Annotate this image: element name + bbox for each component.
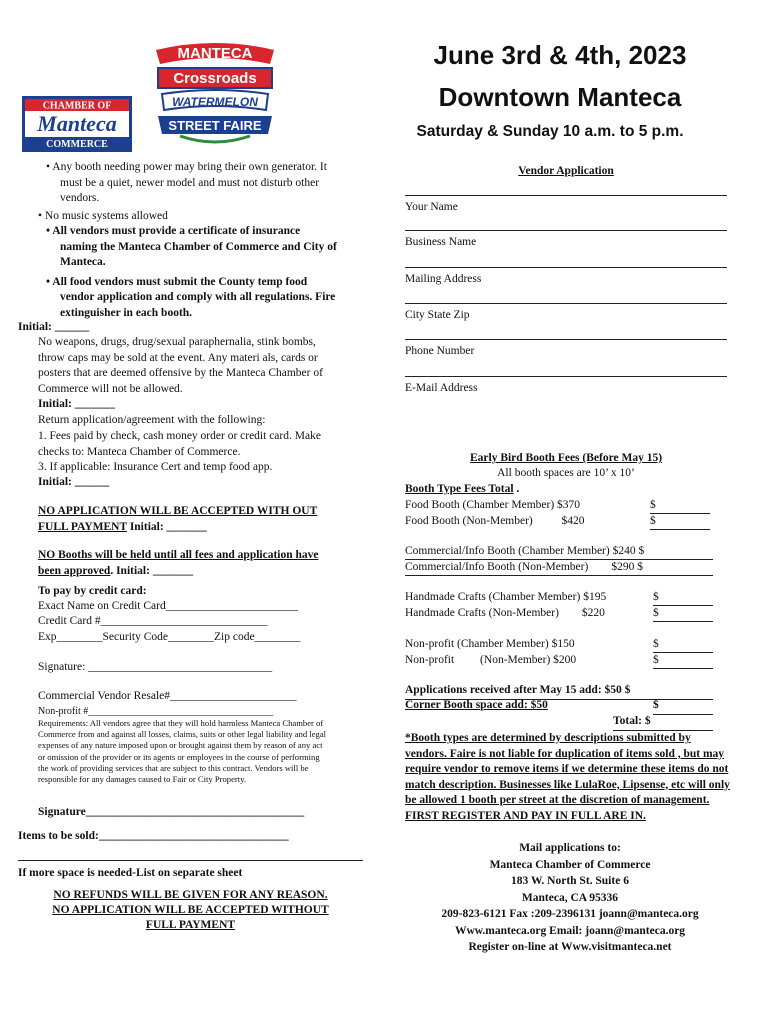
- event-hours: Saturday & Sunday 10 a.m. to 5 p.m.: [416, 123, 684, 140]
- chamber-logo-top: CHAMBER OF: [42, 100, 112, 112]
- watermelon-street-faire-logo: [150, 36, 280, 148]
- fee-group-commercial: [405, 544, 713, 576]
- corner-booth-label: Corner Booth space add: $50: [405, 699, 548, 711]
- fee-total: $: [650, 514, 710, 530]
- initial-line-1[interactable]: Initial: ______: [18, 321, 90, 333]
- applicant-fields: [405, 180, 730, 395]
- fee-total: $: [650, 498, 710, 514]
- no-application-initial[interactable]: Initial: _______: [126, 520, 207, 533]
- booth-hold-notice: [38, 548, 328, 579]
- fee-type: Commercial/Info Booth (Chamber Member) $240 $: [405, 545, 645, 557]
- fee-group-food: [405, 498, 710, 530]
- fee-group-crafts: [405, 590, 713, 622]
- fee-type: Handmade Crafts (Chamber Member) $195: [405, 591, 607, 603]
- nonprofit-number-field[interactable]: Non-profit #_____________________________________: [38, 706, 274, 717]
- fee-table-header-text: Booth Type Fees Total: [405, 483, 514, 495]
- card-name-field[interactable]: Exact Name on Credit Card_______________________: [38, 600, 298, 612]
- fee-table-header-tail: .: [513, 483, 520, 495]
- chamber-of-commerce-logo: [22, 96, 132, 152]
- faire-logo-watermelon: WATERMELON: [172, 95, 258, 109]
- no-application-line: NO APPLICATION WILL BE ACCEPTED WITHOUT: [52, 904, 329, 916]
- fee-type: Handmade Crafts (Non-Member) $220: [405, 607, 605, 619]
- fee-table-header: [405, 482, 519, 498]
- no-refunds-line: NO REFUNDS WILL BE GIVEN FOR ANY REASON.: [53, 889, 328, 901]
- resale-number-field[interactable]: Commercial Vendor Resale#______________________: [38, 690, 297, 702]
- chamber-logo-bottom: COMMERCE: [46, 139, 108, 150]
- org-city: Manteca, CA 95336: [521, 891, 619, 904]
- early-bird-heading: Early Bird Booth Fees (Before May 15): [469, 452, 663, 464]
- chamber-logo-script: Manteca: [37, 111, 117, 136]
- field-label: Business Name: [405, 236, 477, 248]
- rules-list: [38, 160, 338, 321]
- faire-logo-manteca: MANTECA: [177, 45, 253, 62]
- field-email[interactable]: [405, 376, 730, 395]
- field-city-state-zip[interactable]: [405, 303, 730, 322]
- fee-total: $: [653, 653, 713, 669]
- total-line[interactable]: [405, 714, 713, 731]
- fee-total: $: [653, 590, 713, 606]
- rule-insurance: • All vendors must provide a certificate of insurance naming the Manteca Chamber of Commerce and City of Manteca.: [46, 225, 337, 268]
- field-mailing-address[interactable]: [405, 267, 730, 286]
- event-date: June 3rd & 4th, 2023: [433, 40, 687, 70]
- vendor-application-heading: Vendor Application: [518, 165, 614, 177]
- no-booths-initial[interactable]: . Initial: _______: [110, 564, 194, 577]
- event-location: Downtown Manteca: [438, 82, 682, 112]
- fee-row[interactable]: [405, 653, 713, 669]
- rule-music: • No music systems allowed: [38, 209, 168, 222]
- field-label: Mailing Address: [405, 273, 482, 285]
- rule-generator: • Any booth needing power may bring their own generator. It must be a quiet, newer model and must not disturb other vendors.: [46, 161, 327, 204]
- register-online[interactable]: Register on-line at Www.visitmanteca.net: [468, 941, 672, 953]
- card-exp-field[interactable]: Exp________Security Code________Zip code________: [38, 631, 301, 643]
- booth-types-disclaimer: *Booth types are determined by descriptions submitted by vendors. Faire is not liable for duplication of items sold , but may require vendor to remove items if we determine these items do not match description. Businesses like LulaRoe, Lipsense, etc will only be allowed 1 booth per street at the discretion of management. FIRST REGISTER AND PAY IN FULL ARE IN.: [405, 732, 730, 822]
- no-booths-text: NO Booths will be held until all fees and application have been approved: [38, 549, 319, 577]
- full-payment-line: FULL PAYMENT: [145, 919, 236, 931]
- mailing-info: [390, 840, 750, 956]
- org-name: Manteca Chamber of Commerce: [489, 858, 651, 871]
- fee-type: Food Booth (Non-Member) $420: [405, 515, 585, 527]
- fee-row[interactable]: [405, 637, 713, 653]
- faire-logo-crossroads: Crossroads: [173, 70, 257, 87]
- fee-total: $: [653, 606, 713, 622]
- corner-booth-total: $: [653, 698, 713, 715]
- fee-row[interactable]: [405, 498, 710, 514]
- faire-logo-street: STREET FAIRE: [168, 118, 262, 133]
- org-phone[interactable]: 209-823-6121 Fax :209-2396131 joann@manteca.org: [441, 908, 699, 920]
- mail-to-label: Mail applications to:: [519, 842, 621, 854]
- more-space-note: If more space is needed-List on separate sheet: [18, 867, 243, 879]
- fee-row[interactable]: [405, 544, 713, 560]
- fee-group-nonprofit: [405, 637, 713, 669]
- rule-weapons: No weapons, drugs, drug/sexual paraphernalia, stink bombs, throw caps may be sold at the event. Any materi als, cards or posters that are deemed offensive by the Manteca Chamber of Commerce will not be allowed.: [38, 336, 323, 395]
- hold-harmless-requirements: Requirements: All vendors agree that they will hold harmless Manteca Chamber of Commerce from and against all losses, claims, suits or other legal liability and legal expenses of any nature imposed upon or brought against them by reason of any act or omission of the provider or its agents or employees in the course of performing the work of providing services that are subject to this contract. Vendors will be responsible for any damages caused to Fair or City Property.: [38, 718, 327, 785]
- fee-type: Commercial/Info Booth (Non-Member) $290 $: [405, 561, 643, 573]
- fee-row[interactable]: [405, 560, 713, 576]
- org-web-email[interactable]: Www.manteca.org Email: joann@manteca.org: [454, 924, 686, 937]
- corner-booth-line[interactable]: [405, 698, 713, 715]
- return-item-3: 3. If applicable: Insurance Cert and temp food app.: [38, 461, 273, 473]
- initial-line-3[interactable]: Initial: ______: [38, 476, 110, 488]
- fee-row[interactable]: [405, 514, 710, 530]
- payment-required-notice: [38, 504, 328, 535]
- org-street: 183 W. North St. Suite 6: [511, 875, 629, 887]
- fee-type: Food Booth (Chamber Member) $370: [405, 499, 581, 511]
- field-business-name[interactable]: [405, 230, 730, 249]
- fee-type: Non-profit (Non-Member) $200: [405, 654, 577, 666]
- signature-field-1[interactable]: Signature: ________________________________: [38, 661, 273, 673]
- card-number-field[interactable]: Credit Card #_____________________________: [38, 615, 268, 627]
- field-label: City State Zip: [405, 309, 470, 321]
- field-phone[interactable]: [405, 339, 730, 358]
- field-label: Phone Number: [405, 345, 475, 357]
- initial-line-2[interactable]: Initial: _______: [38, 398, 115, 410]
- return-item-1: 1. Fees paid by check, cash money order or credit card. Make checks to: Manteca Chamber of Commerce.: [38, 430, 321, 458]
- field-label: Your Name: [405, 201, 458, 213]
- fee-row[interactable]: [405, 590, 713, 606]
- items-sold-extra-line[interactable]: [18, 860, 363, 861]
- no-application-text: NO APPLICATION WILL BE ACCEPTED WITH OUT FULL PAYMENT: [38, 505, 318, 533]
- late-fee-line[interactable]: Applications received after May 15 add: $50 $: [405, 683, 713, 700]
- field-label: E-Mail Address: [405, 382, 478, 394]
- signature-field-2[interactable]: Signature______________________________________: [38, 806, 305, 818]
- credit-card-heading: To pay by credit card:: [38, 585, 147, 597]
- items-sold-field[interactable]: Items to be sold:_________________________________: [18, 830, 289, 842]
- fee-row[interactable]: [405, 606, 713, 622]
- return-instructions: Return application/agreement with the following:: [38, 414, 266, 426]
- fee-total: $: [653, 637, 713, 653]
- field-your-name[interactable]: [405, 195, 730, 214]
- rule-food-vendor: • All food vendors must submit the County temp food vendor application and comply with all regulations. Fire extinguisher in each booth.: [46, 275, 336, 319]
- fee-type: Non-profit (Chamber Member) $150: [405, 638, 575, 650]
- total-label: Total: $: [613, 714, 713, 731]
- booth-size-note: All booth spaces are 10’ x 10’: [497, 467, 635, 479]
